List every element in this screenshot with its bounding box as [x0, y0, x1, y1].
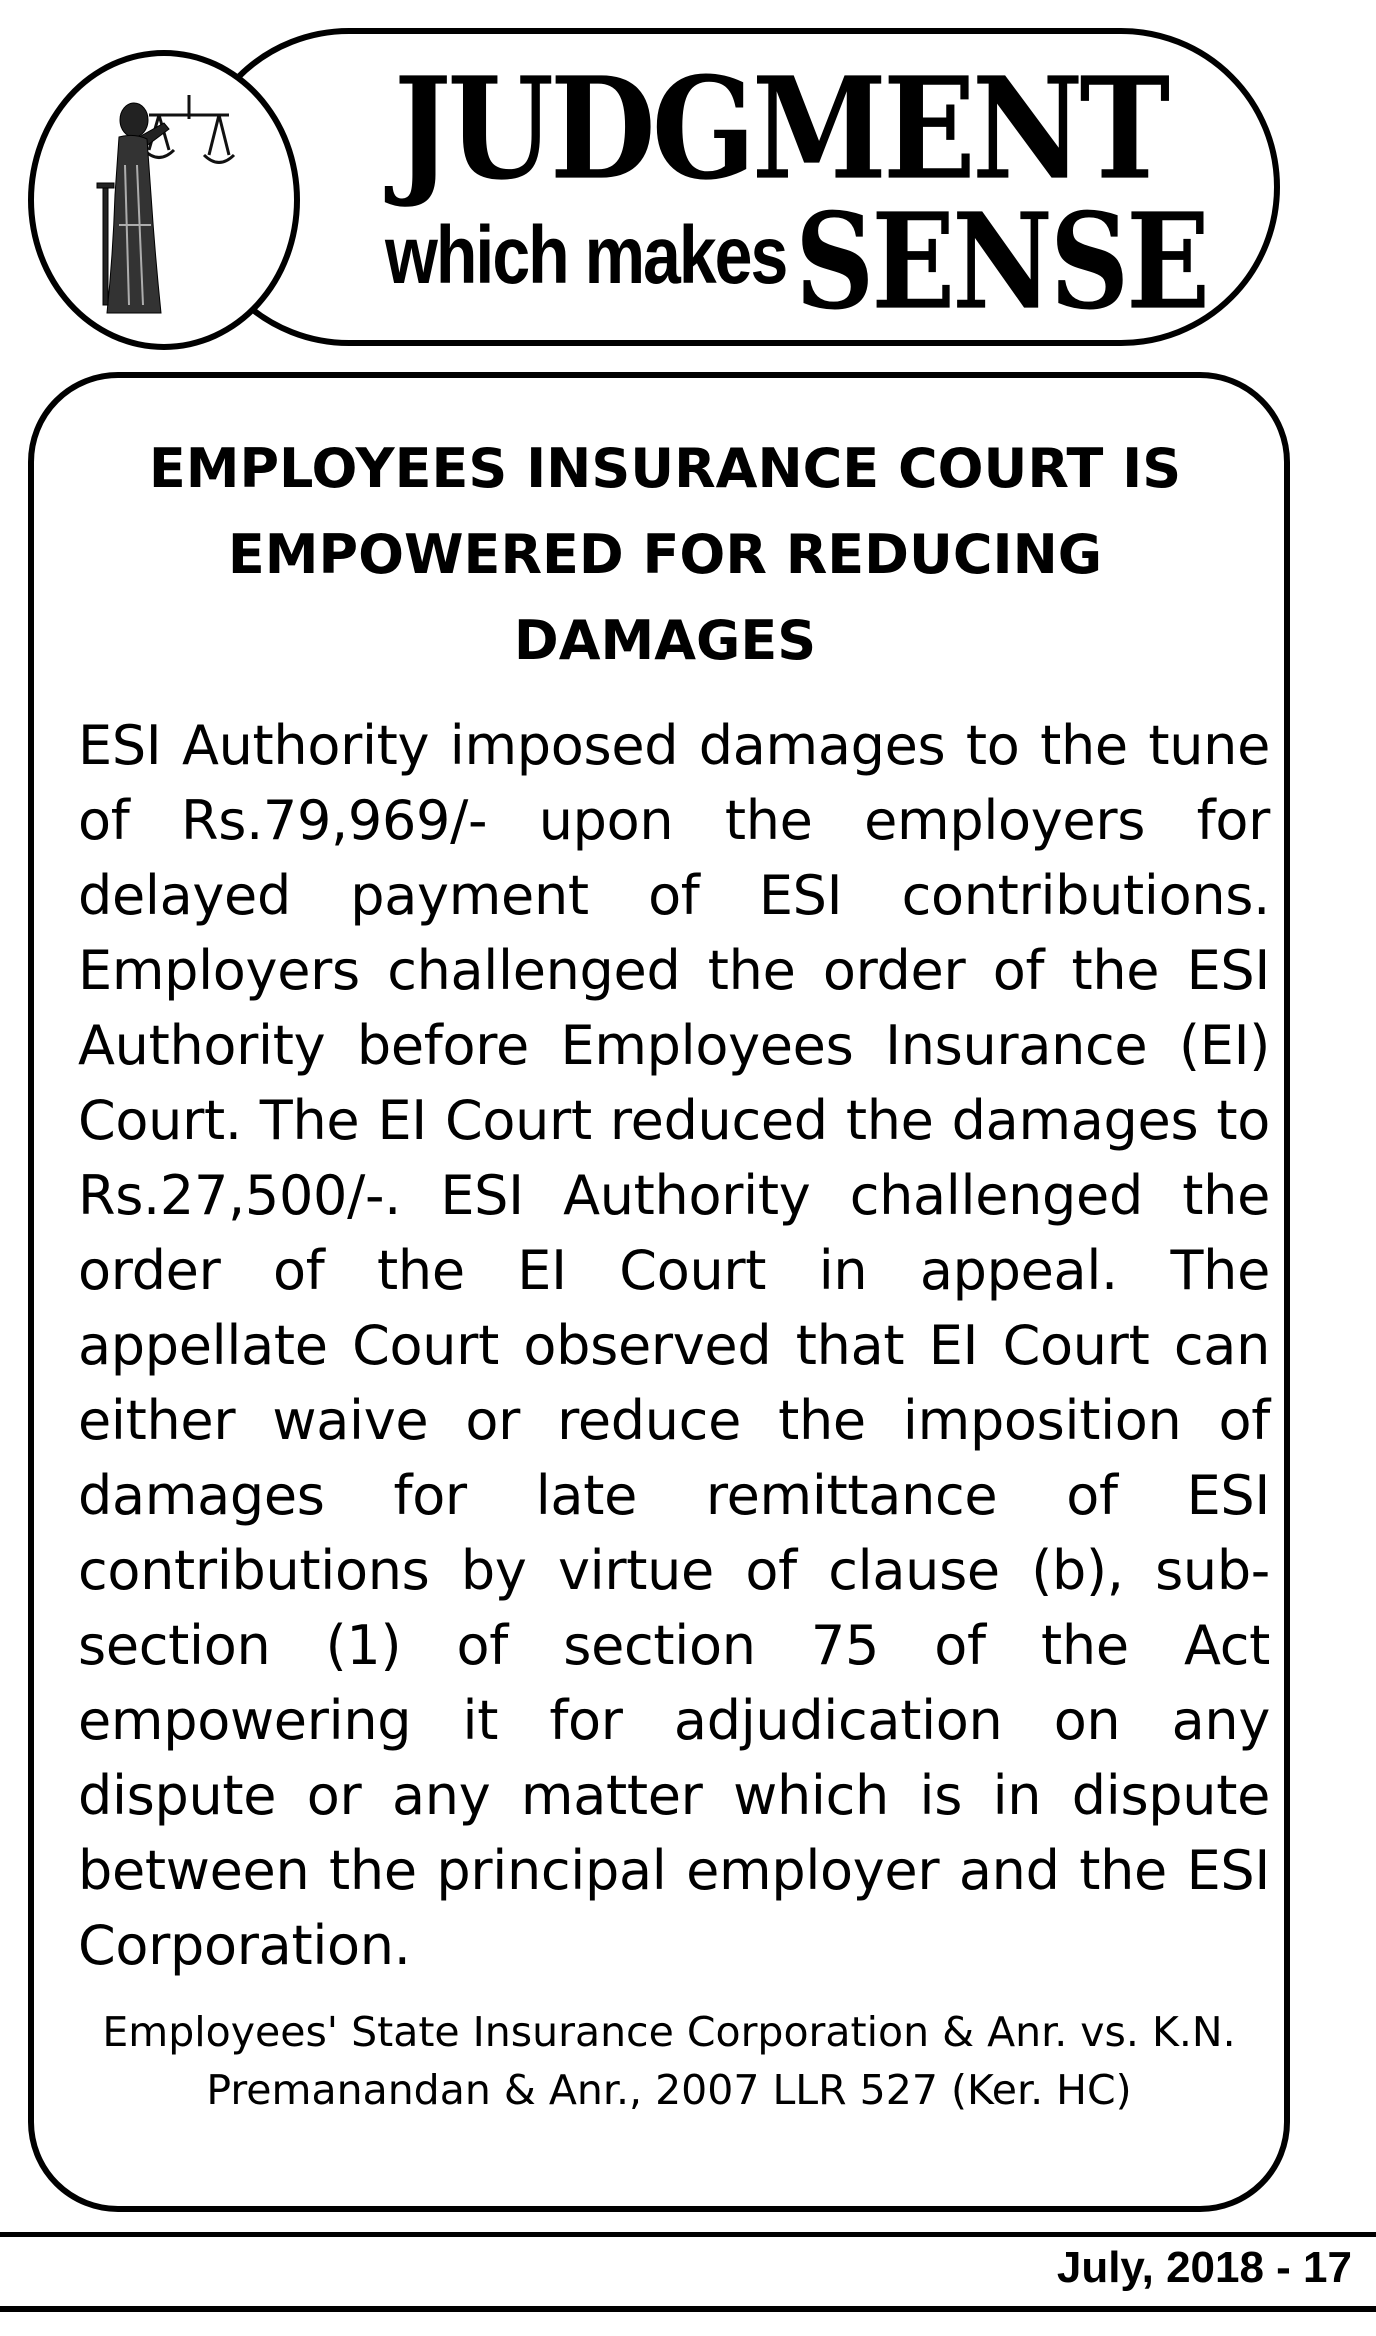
article-box [28, 372, 1290, 2212]
case-citation: Employees' State Insurance Corporation & Anr. vs. K.N. Premanandan & Anr., 2007 LLR 527 (Ker. HC) [102, 2008, 1236, 2114]
logo-badge [28, 50, 300, 350]
article-headline: EMPLOYEES INSURANCE COURT IS EMPOWERED FOR REDUCING DAMAGES [148, 437, 1182, 672]
article-body: ESI Authority imposed damages to the tune of Rs.79,969/- upon the employers for delayed payment of ESI contributions. Employers challenged the order of the ESI Authority before Employees Insurance (EI) Court. The EI Court reduced the damages to Rs.27,500/-. ESI Authority challenged the order of the EI Court in appeal. The appellate Court observed that EI Court can either waive or reduce the imposition of damages for late remittance of ESI contributions by virtue of clause (b), sub-section (1) of section 75 of the Act empowering it for adjudication on any dispute or any matter which is in dispute between the principal employer and the ESI Corporation. [78, 714, 1270, 1977]
footer-rule-bottom [0, 2306, 1376, 2312]
banner-subtitle-prefix: which makes [385, 209, 787, 301]
lady-justice-scales-icon [89, 75, 239, 325]
banner-subtitle-emphasis: SENSE [795, 184, 1208, 339]
issue-page-number: July, 2018 - 17 [1056, 2243, 1352, 2292]
footer-rule-top [0, 2232, 1376, 2237]
banner-title: JUDGMENT [393, 45, 1167, 211]
